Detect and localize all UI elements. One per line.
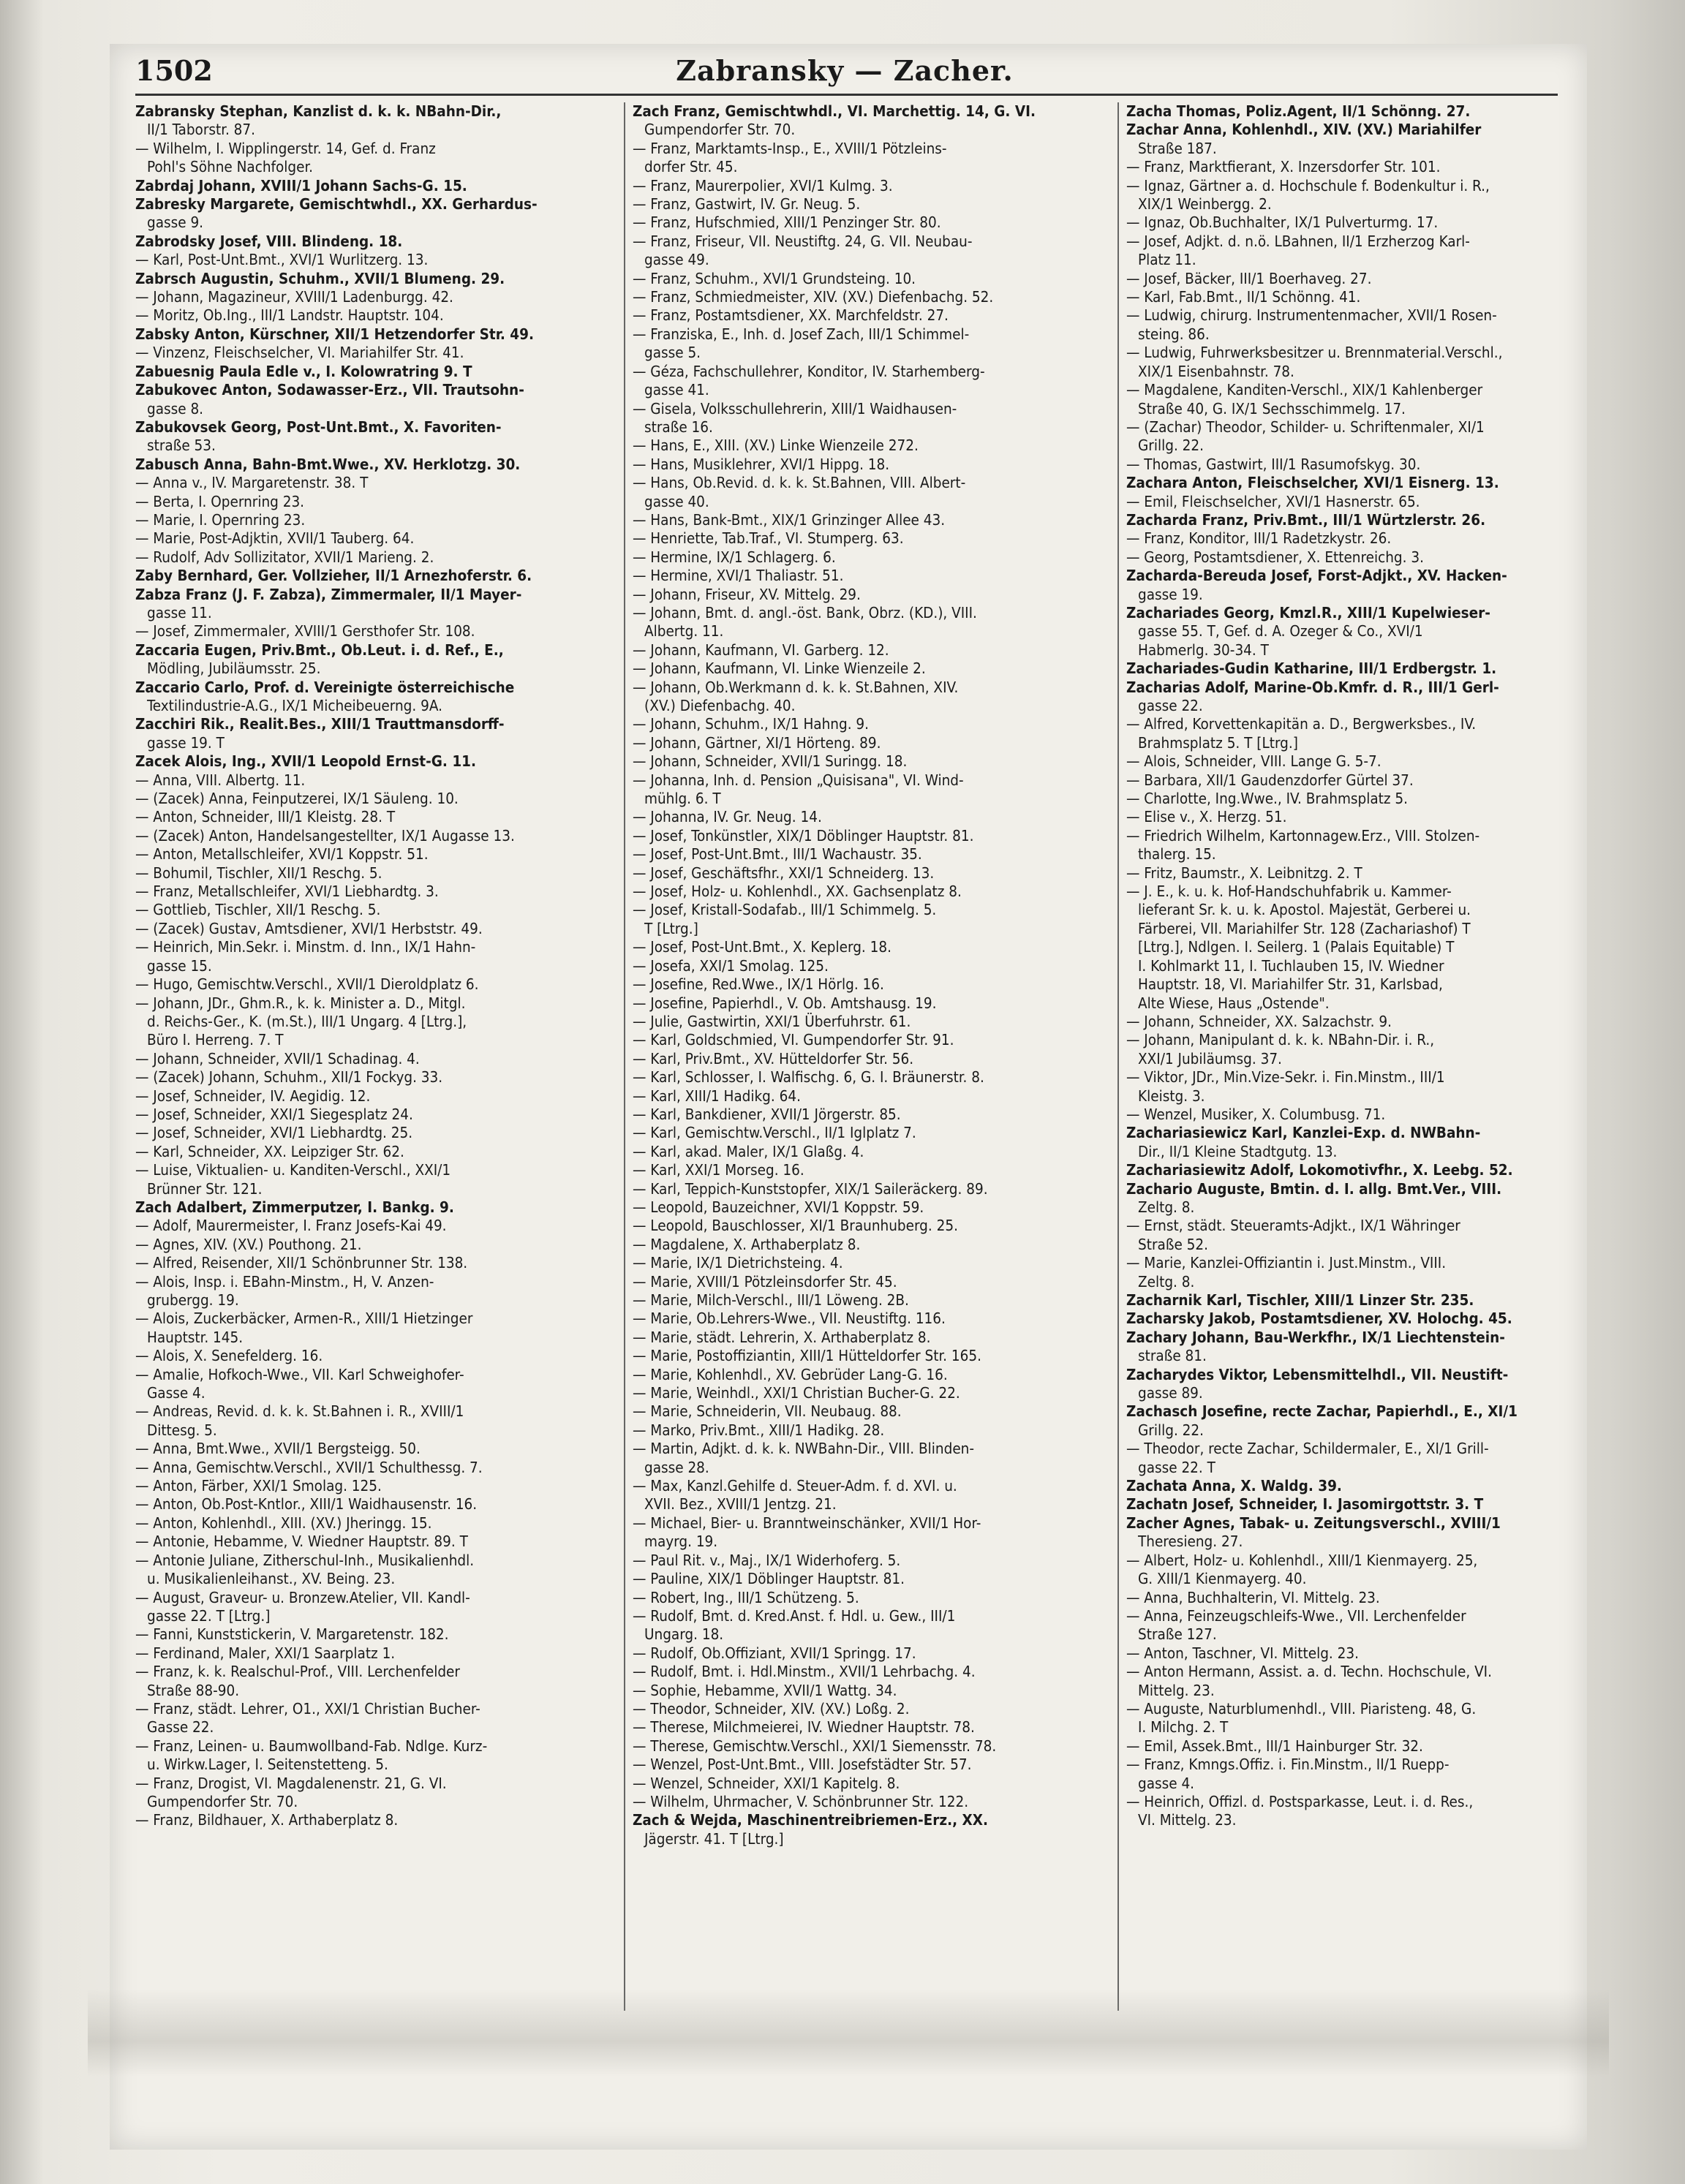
directory-entry-line: gasse 8. <box>147 399 204 417</box>
directory-entry-line: straße 16. <box>644 417 713 436</box>
directory-entry-line: gasse 22. T <box>1138 1458 1215 1476</box>
directory-entry-line: — Magdalene, X. Arthaberplatz 8. <box>633 1235 861 1253</box>
directory-entry-line: — Robert, Ing., III/1 Schützeng. 5. <box>633 1588 859 1606</box>
directory-entry-line: — Franz, Friseur, VII. Neustiftg. 24, G. VII. Neubau- <box>633 232 973 250</box>
directory-entry-line: T [Ltrg.] <box>644 919 698 937</box>
directory-entry-line: — Gottlieb, Tischler, XII/1 Reschg. 5. <box>135 901 381 919</box>
directory-entry-line: Zaccario Carlo, Prof. d. Vereinigte österreichische <box>135 678 515 696</box>
directory-entry-line: gasse 22. T [Ltrg.] <box>147 1606 271 1625</box>
directory-entry-line: Zacharias Adolf, Marine-Ob.Kmfr. d. R., III/1 Gerl- <box>1126 678 1499 696</box>
directory-entry-line: straße 81. <box>1138 1347 1207 1365</box>
directory-entry-line: — Franz, Schmiedmeister, XIV. (XV.) Diefenbachg. 52. <box>633 288 994 306</box>
directory-entry-line: — Theodor, recte Zachar, Schildermaler, E., XI/1 Grill- <box>1126 1440 1489 1458</box>
directory-entry-line: — Marie, I. Opernring 23. <box>135 510 306 529</box>
header-rule <box>135 94 1558 96</box>
directory-entry-line: Zacharda-Bereuda Josef, Forst-Adjkt., XV. Hacken- <box>1126 567 1507 585</box>
directory-entry-line: — Paul Rit. v., Maj., IX/1 Widerhoferg. 5. <box>633 1551 901 1569</box>
page-number: 1502 <box>135 54 213 87</box>
directory-entry-line: — Josefa, XXI/1 Smolag. 125. <box>633 956 829 975</box>
directory-entry-line: Zachario Auguste, Bmtin. d. I. allg. Bmt.Ver., VIII. <box>1126 1179 1502 1198</box>
directory-entry-line: — Johann, Schneider, XVII/1 Suringg. 18. <box>633 752 908 771</box>
directory-entry-line: — Magdalene, Kanditen-Verschl., XIX/1 Kahlenberger <box>1126 381 1483 399</box>
directory-entry-line: — Johann, Schneider, XVII/1 Schadinag. 4. <box>135 1049 420 1068</box>
directory-entry-line: — Adolf, Maurermeister, I. Franz Josefs-Kai 49. <box>135 1217 447 1235</box>
directory-entry-line: — Johann, Schneider, XX. Salzachstr. 9. <box>1126 1012 1392 1030</box>
directory-entry-line: — Johanna, Inh. d. Pension „Quisisana", VI. Wind- <box>633 771 964 789</box>
directory-entry-line: — Vinzenz, Fleischselcher, VI. Mariahilfer Str. 41. <box>135 344 464 362</box>
directory-entry-line: — Marie, Kanzlei-Offiziantin i. Just.Minstm., VIII. <box>1126 1254 1447 1272</box>
directory-entry-line: Zacchiri Rik., Realit.Bes., XIII/1 Trauttmansdorff- <box>135 715 505 733</box>
directory-entry-line: — Rudolf, Bmt. d. Kred.Anst. f. Hdl. u. Gew., III/1 <box>633 1606 956 1625</box>
directory-entry-line: — Franz, Konditor, III/1 Radetzkystr. 26. <box>1126 529 1392 548</box>
directory-entry-line: — Max, Kanzl.Gehilfe d. Steuer-Adm. f. d. XVI. u. <box>633 1477 957 1495</box>
directory-entry-line: Zachary Johann, Bau-Werkfhr., IX/1 Liechtenstein- <box>1126 1328 1505 1346</box>
directory-entry-line: — Franz, k. k. Realschul-Prof., VIII. Lerchenfelder <box>135 1663 460 1681</box>
directory-entry-line: — Josef, Holz- u. Kohlenhdl., XX. Gachsenplatz 8. <box>633 883 962 901</box>
directory-entry-line: — Viktor, JDr., Min.Vize-Sekr. i. Fin.Minstm., III/1 <box>1126 1068 1445 1087</box>
directory-entry-line: — Hans, E., XIII. (XV.) Linke Wienzeile 272. <box>633 437 919 455</box>
directory-entry-line: — Josef, Schneider, XVI/1 Liebhardtg. 25. <box>135 1124 413 1142</box>
directory-entry-line: — Anna, Gemischtw.Verschl., XVII/1 Schulthessg. 7. <box>135 1458 483 1476</box>
directory-entry-line: — Josef, Bäcker, III/1 Boerhaveg. 27. <box>1126 269 1372 287</box>
directory-entry-line: G. XIII/1 Kienmayerg. 40. <box>1138 1570 1307 1588</box>
directory-entry-line: Zach & Wejda, Maschinentreibriemen-Erz., XX. <box>633 1811 988 1829</box>
directory-entry-line: Straße 127. <box>1138 1625 1217 1644</box>
directory-entry-line: — Marie, XVIII/1 Pötzleinsdorfer Str. 45. <box>633 1272 897 1291</box>
directory-entry-line: — Karl, Goldschmied, VI. Gumpendorfer Str. 91. <box>633 1031 954 1049</box>
directory-entry-line: — Michael, Bier- u. Branntweinschänker, XVII/1 Hor- <box>633 1514 981 1532</box>
directory-entry-line: — Johann, Schuhm., IX/1 Hahng. 9. <box>633 715 870 733</box>
directory-entry-line: — Hans, Ob.Revid. d. k. k. St.Bahnen, VIII. Albert- <box>633 474 966 492</box>
directory-entry-line: — Wenzel, Post-Unt.Bmt., VIII. Josefstädter Str. 57. <box>633 1756 972 1774</box>
directory-entry-line: — Andreas, Revid. d. k. k. St.Bahnen i. R., XVIII/1 <box>135 1402 464 1421</box>
directory-entry-line: — Anton Hermann, Assist. a. d. Techn. Hochschule, VI. <box>1126 1663 1492 1681</box>
directory-entry-line: Färberei, VII. Mariahilfer Str. 128 (Zachariashof) T <box>1138 919 1471 937</box>
directory-entry-line: — Josef, Schneider, XXI/1 Siegesplatz 24. <box>135 1105 413 1123</box>
directory-entry-line: mayrg. 19. <box>644 1533 718 1551</box>
directory-entry-line: — Alois, Schneider, VIII. Lange G. 5-7. <box>1126 752 1381 771</box>
directory-entry-line: thalerg. 15. <box>1138 845 1216 864</box>
directory-entry-line: [Ltrg.], Ndlgen. I. Seilerg. 1 (Palais Equitable) T <box>1138 938 1455 956</box>
directory-entry-line: — Karl, Bankdiener, XVII/1 Jörgerstr. 85. <box>633 1105 901 1123</box>
directory-entry-line: — Josef, Post-Unt.Bmt., X. Keplerg. 18. <box>633 938 891 956</box>
directory-entry-line: — August, Graveur- u. Bronzew.Atelier, VII. Kandl- <box>135 1588 470 1606</box>
directory-entry-line: — Johann, Friseur, XV. Mittelg. 29. <box>633 585 861 603</box>
directory-entry-line: — Hugo, Gemischtw.Verschl., XVII/1 Dieroldplatz 6. <box>135 975 479 994</box>
directory-entry-line: dorfer Str. 45. <box>644 158 738 176</box>
directory-entry-line: — Alois, X. Senefelderg. 16. <box>135 1347 323 1365</box>
directory-entry-line: Kleistg. 3. <box>1138 1087 1205 1105</box>
directory-entry-line: — Henriette, Tab.Traf., VI. Stumperg. 63. <box>633 529 904 548</box>
directory-entry-line: Zeltg. 8. <box>1138 1198 1195 1216</box>
directory-entry-line: gasse 9. <box>147 214 204 232</box>
directory-entry-line: — Karl, Gemischtw.Verschl., II/1 Iglplatz 7. <box>633 1124 916 1142</box>
directory-entry-line: — Anna, Feinzeugschleifs-Wwe., VII. Lerchenfelder <box>1126 1606 1466 1625</box>
directory-entry-line: — Wenzel, Musiker, X. Columbusg. 71. <box>1126 1105 1386 1123</box>
directory-entry-line: — Rudolf, Ob.Offiziant, XVII/1 Springg. 17. <box>633 1644 916 1662</box>
directory-entry-line: — Franz, Postamtsdiener, XX. Marchfeldstr. 27. <box>633 306 949 325</box>
directory-entry-line: — Therese, Milchmeierei, IV. Wiedner Hauptstr. 78. <box>633 1718 975 1737</box>
directory-entry-line: gasse 19. <box>1138 585 1203 603</box>
directory-entry-line: — Marie, Kohlenhdl., XV. Gebrüder Lang-G. 16. <box>633 1365 948 1383</box>
column-divider <box>624 102 625 2011</box>
directory-entry-line: — Julie, Gastwirtin, XXI/1 Überfuhrstr. 61. <box>633 1012 911 1030</box>
directory-entry-line: Zach Adalbert, Zimmerputzer, I. Bankg. 9. <box>135 1198 454 1216</box>
directory-column-3 <box>1126 102 1561 2011</box>
directory-entry-line: Platz 11. <box>1138 251 1196 269</box>
directory-entry-line: — Marie, städt. Lehrerin, X. Arthaberplatz 8. <box>633 1328 931 1346</box>
directory-entry-line: Albertg. 11. <box>644 622 724 641</box>
directory-entry-line: — Karl, akad. Maler, IX/1 Glaßg. 4. <box>633 1142 864 1160</box>
directory-entry-line: — Josef, Schneider, IV. Aegidig. 12. <box>135 1087 371 1105</box>
directory-entry-line: Zabransky Stephan, Kanzlist d. k. k. NBahn-Dir., <box>135 102 502 120</box>
directory-entry-line: — Elise v., X. Herzg. 51. <box>1126 808 1287 826</box>
directory-entry-line: — Anna v., IV. Margaretenstr. 38. T <box>135 474 369 492</box>
directory-entry-line: XXI/1 Jubiläumsg. 37. <box>1138 1049 1282 1068</box>
directory-entry-line: Jägerstr. 41. T [Ltrg.] <box>644 1829 784 1848</box>
directory-entry-line: — Wilhelm, I. Wipplingerstr. 14, Gef. d. Franz <box>135 139 436 157</box>
directory-entry-line: — Karl, XXI/1 Morseg. 16. <box>633 1161 804 1179</box>
directory-entry-line: — Rudolf, Adv Sollizitator, XVII/1 Marieng. 2. <box>135 548 434 566</box>
directory-entry-line: — Josef, Post-Unt.Bmt., III/1 Wachaustr. 35. <box>633 845 922 864</box>
directory-entry-line: — Anton, Kohlenhdl., XIII. (XV.) Jheringg. 15. <box>135 1514 432 1532</box>
directory-entry-line: — Anna, Bmt.Wwe., XVII/1 Bergsteigg. 50. <box>135 1440 421 1458</box>
directory-entry-line: — Sophie, Hebamme, XVII/1 Wattg. 34. <box>633 1681 897 1699</box>
directory-entry-line: Hauptstr. 18, VI. Mariahilfer Str. 31, Karlsbad, <box>1138 975 1443 994</box>
directory-entry-line: — Josef, Tonkünstler, XIX/1 Döblinger Hauptstr. 81. <box>633 826 974 844</box>
directory-entry-line: — Barbara, XII/1 Gaudenzdorfer Gürtel 37. <box>1126 771 1414 789</box>
directory-entry-line: Zachariades-Gudin Katharine, III/1 Erdbergstr. 1. <box>1126 660 1497 678</box>
directory-entry-line: — Hermine, XVI/1 Thaliastr. 51. <box>633 567 844 585</box>
directory-entry-line: — Alfred, Reisender, XII/1 Schönbrunner Str. 138. <box>135 1254 468 1272</box>
directory-entry-line: Büro I. Herreng. 7. T <box>147 1031 284 1049</box>
directory-entry-line: gasse 22. <box>1138 697 1203 714</box>
directory-entry-line: Hauptstr. 145. <box>147 1328 244 1346</box>
directory-entry-line: Zacharda Franz, Priv.Bmt., III/1 Würtzlerstr. 26. <box>1126 510 1486 529</box>
directory-entry-line: — Johann, Ob.Werkmann d. k. k. St.Bahnen, XIV. <box>633 678 959 696</box>
directory-entry-line: Zabukovsek Georg, Post-Unt.Bmt., X. Favoriten- <box>135 417 502 436</box>
directory-entry-line: — (Zacek) Anton, Handelsangestellter, IX/1 Augasse 13. <box>135 826 515 844</box>
directory-entry-line: — Alfred, Korvettenkapitän a. D., Bergwerksbes., IV. <box>1126 715 1477 733</box>
directory-entry-line: — Marie, IX/1 Dietrichsteing. 4. <box>633 1254 843 1272</box>
directory-entry-line: d. Reichs-Ger., K. (m.St.), III/1 Ungarg. 4 [Ltrg.], <box>147 1012 467 1030</box>
directory-entry-line: Zachara Anton, Fleischselcher, XVI/1 Eisnerg. 13. <box>1126 474 1499 492</box>
directory-entry-line: — (Zachar) Theodor, Schilder- u. Schriftenmaler, XI/1 <box>1126 417 1485 436</box>
directory-entry-line: Zachariasiewicz Karl, Kanzlei-Exp. d. NWBahn- <box>1126 1124 1481 1142</box>
directory-entry-line: — Johann, Kaufmann, VI. Garberg. 12. <box>633 641 889 659</box>
directory-entry-line: — Johann, Magazineur, XVIII/1 Ladenburgg. 42. <box>135 288 453 306</box>
directory-entry-line: — Alois, Insp. i. EBahn-Minstm., H, V. Anzen- <box>135 1272 434 1291</box>
directory-entry-line: — (Zacek) Anna, Feinputzerei, IX/1 Säuleng. 10. <box>135 790 459 808</box>
directory-entry-line: — Josef, Kristall-Sodafab., III/1 Schimmelg. 5. <box>633 901 937 919</box>
directory-entry-line: Zachar Anna, Kohlenhdl., XIV. (XV.) Mariahilfer <box>1126 121 1482 139</box>
directory-entry-line: gasse 40. <box>644 492 709 510</box>
directory-entry-line: — Marie, Milch-Verschl., III/1 Löweng. 2B. <box>633 1291 909 1309</box>
directory-entry-line: — (Zacek) Johann, Schuhm., XII/1 Fockyg. 33. <box>135 1068 443 1087</box>
directory-entry-line: — Marko, Priv.Bmt., XIII/1 Hadikg. 28. <box>633 1421 885 1439</box>
directory-entry-line: — Josefine, Red.Wwe., IX/1 Hörlg. 16. <box>633 975 884 994</box>
directory-entry-line: Zeltg. 8. <box>1138 1272 1195 1291</box>
directory-entry-line: — Johann, Manipulant d. k. k. NBahn-Dir. i. R., <box>1126 1031 1435 1049</box>
directory-entry-line: — Hermine, IX/1 Schlagerg. 6. <box>633 548 836 566</box>
directory-entry-line: — Anton, Taschner, VI. Mittelg. 23. <box>1126 1644 1359 1662</box>
directory-entry-line: grubergg. 19. <box>147 1291 239 1309</box>
directory-entry-line: straße 53. <box>147 437 216 455</box>
directory-entry-line: XIX/1 Eisenbahnstr. 78. <box>1138 362 1294 380</box>
directory-entry-line: — Johann, Gärtner, XI/1 Hörteng. 89. <box>633 733 881 752</box>
directory-entry-line: — Alois, Zuckerbäcker, Armen-R., XIII/1 Hietzinger <box>135 1310 473 1328</box>
directory-entry-line: Brünner Str. 121. <box>147 1179 263 1198</box>
directory-entry-line: gasse 28. <box>644 1458 709 1476</box>
directory-entry-line: Straße 52. <box>1138 1235 1208 1253</box>
directory-entry-line: — Berta, I. Opernring 23. <box>135 492 305 510</box>
directory-entry-line: II/1 Taborstr. 87. <box>147 121 255 139</box>
directory-entry-line: — Amalie, Hofkoch-Wwe., VII. Karl Schweighofer- <box>135 1365 464 1383</box>
directory-entry-line: — Anton, Ob.Post-Kntlor., XIII/1 Waidhausenstr. 16. <box>135 1495 478 1514</box>
directory-entry-line: — Franz, Schuhm., XVI/1 Grundsteing. 10. <box>633 269 916 287</box>
directory-entry-line: — Albert, Holz- u. Kohlenhdl., XIII/1 Kienmayerg. 25, <box>1126 1551 1478 1569</box>
directory-entry-line: — Karl, Schlosser, I. Walfischg. 6, G. I. Bräunerstr. 8. <box>633 1068 984 1087</box>
directory-entry-line: gasse 5. <box>644 344 701 362</box>
directory-entry-line: XIX/1 Weinbergg. 2. <box>1138 195 1272 214</box>
directory-entry-line: — Gisela, Volksschullehrerin, XIII/1 Waidhausen- <box>633 399 957 417</box>
directory-entry-line: Zabukovec Anton, Sodawasser-Erz., VII. Trautsohn- <box>135 381 524 399</box>
directory-entry-line: Alte Wiese, Haus „Ostende". <box>1138 994 1330 1012</box>
directory-entry-line: — Marie, Weinhdl., XXI/1 Christian Bucher-G. 22. <box>633 1384 960 1402</box>
directory-entry-line: — Franz, Marktfierant, X. Inzersdorfer Str. 101. <box>1126 158 1441 176</box>
directory-entry-line: Dir., II/1 Kleine Stadtgutg. 13. <box>1138 1142 1338 1160</box>
directory-entry-line: — Wenzel, Schneider, XXI/1 Kapitelg. 8. <box>633 1774 900 1792</box>
directory-entry-line: — Hans, Musiklehrer, XVI/1 Hippg. 18. <box>633 455 890 473</box>
directory-entry-line: Zacharnik Karl, Tischler, XIII/1 Linzer Str. 235. <box>1126 1291 1474 1309</box>
directory-entry-line: — Leopold, Bauschlosser, XI/1 Braunhuberg. 25. <box>633 1217 958 1235</box>
directory-entry-line: — Franz, städt. Lehrer, O1., XXI/1 Christian Bucher- <box>135 1699 480 1718</box>
directory-entry-line: XVII. Bez., XVIII/1 Jentzg. 21. <box>644 1495 837 1514</box>
directory-entry-line: Theresieng. 27. <box>1138 1533 1243 1551</box>
directory-entry-line: — Antonie Juliane, Zitherschul-Inh., Musikalienhdl. <box>135 1551 475 1569</box>
directory-entry-line: — Anton, Metallschleifer, XVI/1 Koppstr. 51. <box>135 845 429 864</box>
directory-entry-line: — Bohumil, Tischler, XII/1 Reschg. 5. <box>135 864 382 882</box>
directory-entry-line: Gasse 4. <box>147 1384 206 1402</box>
directory-entry-line: Zacek Alois, Ing., XVII/1 Leopold Ernst-G. 11. <box>135 752 477 771</box>
directory-entry-line: — Ferdinand, Maler, XXI/1 Saarplatz 1. <box>135 1644 396 1662</box>
directory-entry-line: — Franziska, E., Inh. d. Josef Zach, III/1 Schimmel- <box>633 325 970 343</box>
directory-entry-line: — Friedrich Wilhelm, Kartonnagew.Erz., VIII. Stolzen- <box>1126 826 1480 844</box>
directory-entry-line: — Géza, Fachschullehrer, Konditor, IV. Starhemberg- <box>633 362 985 380</box>
directory-entry-line: — Franz, Gastwirt, IV. Gr. Neug. 5. <box>633 195 861 214</box>
directory-entry-line: — Karl, Post-Unt.Bmt., XVI/1 Wurlitzerg. 13. <box>135 251 429 269</box>
directory-entry-line: — Fritz, Baumstr., X. Leibnitzg. 2. T <box>1126 864 1362 882</box>
directory-entry-line: Ungarg. 18. <box>644 1625 724 1644</box>
directory-entry-line: Gumpendorfer Str. 70. <box>147 1792 298 1810</box>
directory-column-1 <box>135 102 618 2011</box>
directory-entry-line: Zabresky Margarete, Gemischtwhdl., XX. Gerhardus- <box>135 195 538 214</box>
directory-entry-line: Pohl's Söhne Nachfolger. <box>147 158 314 176</box>
directory-entry-line: — Charlotte, Ing.Wwe., IV. Brahmsplatz 5. <box>1126 790 1409 808</box>
directory-entry-line: — J. E., k. u. k. Hof-Handschuhfabrik u. Kammer- <box>1126 883 1452 901</box>
page-heading: Zabransky — Zacher. <box>676 54 1014 87</box>
directory-entry-line: — Franz, Drogist, VI. Magdalenenstr. 21, G. VI. <box>135 1774 447 1792</box>
directory-entry-line: — Marie, Schneiderin, VII. Neubaug. 88. <box>633 1402 902 1421</box>
directory-entry-line: — Emil, Assek.Bmt., III/1 Hainburger Str. 32. <box>1126 1737 1423 1755</box>
directory-entry-line: — Johann, Bmt. d. angl.-öst. Bank, Obrz. (KD.), VIII. <box>633 603 977 621</box>
directory-entry-line: Zachariades Georg, Kmzl.R., XIII/1 Kupelwieser- <box>1126 603 1490 621</box>
directory-entry-line: Gumpendorfer Str. 70. <box>644 121 796 139</box>
directory-entry-line: Zabza Franz (J. F. Zabza), Zimmermaler, II/1 Mayer- <box>135 585 522 603</box>
directory-entry-line: — Rudolf, Bmt. i. Hdl.Minstm., XVII/1 Lehrbachg. 4. <box>633 1663 976 1681</box>
directory-entry-line: Straße 187. <box>1138 139 1217 157</box>
directory-entry-line: gasse 19. T <box>147 733 225 752</box>
directory-entry-line: — Auguste, Naturblumenhdl., VIII. Piaristeng. 48, G. <box>1126 1699 1477 1718</box>
directory-entry-line: — Antonie, Hebamme, V. Wiedner Hauptstr. 89. T <box>135 1533 468 1551</box>
directory-entry-line: Gasse 22. <box>147 1718 214 1737</box>
directory-entry-line: I. Milchg. 2. T <box>1138 1718 1229 1737</box>
directory-entry-line: Zabsky Anton, Kürschner, XII/1 Hetzendorfer Str. 49. <box>135 325 534 343</box>
directory-entry-line: Zabrodsky Josef, VIII. Blindeng. 18. <box>135 232 403 250</box>
directory-entry-line: Zachariasiewitz Adolf, Lokomotivfhr., X. Leebg. 52. <box>1126 1161 1513 1179</box>
directory-entry-line: Zacher Agnes, Tabak- u. Zeitungsverschl., XVIII/1 <box>1126 1514 1501 1532</box>
directory-entry-line: gasse 55. T, Gef. d. A. Ozeger & Co., XVI/1 <box>1138 622 1423 641</box>
directory-entry-line: Grillg. 22. <box>1138 1421 1204 1439</box>
directory-entry-line: Zabuesnig Paula Edle v., I. Kolowratring 9. T <box>135 362 472 380</box>
directory-entry-line: Zaby Bernhard, Ger. Vollzieher, II/1 Arnezhoferstr. 6. <box>135 567 532 585</box>
directory-entry-line: Zacharydes Viktor, Lebensmittelhdl., VII. Neustift- <box>1126 1365 1509 1383</box>
directory-entry-line: Zachata Anna, X. Waldg. 39. <box>1126 1477 1342 1495</box>
directory-entry-line: — Franz, Marktamts-Insp., E., XVIII/1 Pötzleins- <box>633 139 947 157</box>
directory-entry-line: gasse 41. <box>644 381 709 399</box>
directory-entry-line: — Josef, Geschäftsfhr., XXI/1 Schneiderg. 13. <box>633 864 935 882</box>
directory-entry-line: — Karl, Schneider, XX. Leipziger Str. 62. <box>135 1142 404 1160</box>
directory-entry-line: Habmerlg. 30-34. T <box>1138 641 1269 659</box>
directory-entry-line: — Josef, Adjkt. d. n.ö. LBahnen, II/1 Erzherzog Karl- <box>1126 232 1470 250</box>
directory-entry-line: — Ignaz, Gärtner a. d. Hochschule f. Bodenkultur i. R., <box>1126 176 1490 194</box>
directory-entry-line: gasse 49. <box>644 251 709 269</box>
directory-entry-line: mühlg. 6. T <box>644 790 721 808</box>
directory-entry-line: Straße 40, G. IX/1 Sechsschimmelg. 17. <box>1138 399 1406 417</box>
directory-entry-line: — Martin, Adjkt. d. k. k. NWBahn-Dir., VIII. Blinden- <box>633 1440 975 1458</box>
directory-entry-line: Zabrsch Augustin, Schuhm., XVII/1 Blumeng. 29. <box>135 269 505 287</box>
directory-entry-line: — (Zacek) Gustav, Amtsdiener, XVI/1 Herbststr. 49. <box>135 919 483 937</box>
directory-entry-line: — Leopold, Bauzeichner, XVI/1 Koppstr. 59. <box>633 1198 924 1216</box>
directory-entry-line: Zaccaria Eugen, Priv.Bmt., Ob.Leut. i. d. Ref., E., <box>135 641 504 659</box>
directory-entry-line: — Franz, Maurerpolier, XVI/1 Kulmg. 3. <box>633 176 893 194</box>
directory-entry-line: Textilindustrie-A.G., IX/1 Micheibeuerng. 9A. <box>147 697 442 714</box>
directory-entry-line: gasse 4. <box>1138 1774 1195 1792</box>
directory-entry-line: Grillg. 22. <box>1138 437 1204 455</box>
directory-entry-line: — Johann, JDr., Ghm.R., k. k. Minister a. D., Mitgl. <box>135 994 466 1012</box>
directory-entry-line: — Ludwig, chirurg. Instrumentenmacher, XVII/1 Rosen- <box>1126 306 1497 325</box>
directory-entry-line: — Georg, Postamtsdiener, X. Ettenreichg. 3. <box>1126 548 1424 566</box>
directory-entry-line: — Anton, Färber, XXI/1 Smolag. 125. <box>135 1477 382 1495</box>
directory-entry-line: — Fanni, Kunststickerin, V. Margaretenstr. 182. <box>135 1625 449 1644</box>
directory-entry-line: — Anton, Schneider, III/1 Kleistg. 28. T <box>135 808 396 826</box>
directory-entry-line: — Franz, Leinen- u. Baumwollband-Fab. Ndlge. Kurz- <box>135 1737 488 1755</box>
directory-entry-line: — Ignaz, Ob.Buchhalter, IX/1 Pulverturmg. 17. <box>1126 214 1439 232</box>
directory-entry-line: — Pauline, XIX/1 Döblinger Hauptstr. 81. <box>633 1570 905 1588</box>
directory-entry-line: Mittelg. 23. <box>1138 1681 1215 1699</box>
directory-entry-line: Zacharsky Jakob, Postamtsdiener, XV. Holochg. 45. <box>1126 1310 1512 1328</box>
directory-entry-line: — Marie, Post-Adjktin, XVII/1 Tauberg. 64. <box>135 529 415 548</box>
directory-entry-line: I. Kohlmarkt 11, I. Tuchlauben 15, IV. Wiedner <box>1138 956 1444 975</box>
directory-entry-line: — Heinrich, Min.Sekr. i. Minstm. d. Inn., IX/1 Hahn- <box>135 938 476 956</box>
directory-entry-line: lieferant Sr. k. u. k. Apostol. Majestät, Gerberei u. <box>1138 901 1471 919</box>
directory-entry-line: — Ludwig, Fuhrwerksbesitzer u. Brennmaterial.Verschl., <box>1126 344 1503 362</box>
directory-entry-line: — Karl, Fab.Bmt., II/1 Schönng. 41. <box>1126 288 1361 306</box>
directory-entry-line: — Karl, XIII/1 Hadikg. 64. <box>633 1087 801 1105</box>
directory-entry-line: gasse 89. <box>1138 1384 1203 1402</box>
directory-entry-line: Zacha Thomas, Poliz.Agent, II/1 Schönng. 27. <box>1126 102 1471 120</box>
directory-entry-line: (XV.) Diefenbachg. 40. <box>644 697 796 714</box>
directory-entry-line: u. Wirkw.Lager, I. Seitenstetteng. 5. <box>147 1756 388 1774</box>
page-header <box>135 54 1554 98</box>
directory-entry-line: — Ernst, städt. Steueramts-Adjkt., IX/1 Währinger <box>1126 1217 1460 1235</box>
directory-entry-line: — Wilhelm, Uhrmacher, V. Schönbrunner Str. 122. <box>633 1792 969 1810</box>
directory-entry-line: Zachatn Josef, Schneider, I. Jasomirgottstr. 3. T <box>1126 1495 1484 1514</box>
directory-entry-line: — Franz, Metallschleifer, XVI/1 Liebhardtg. 3. <box>135 883 439 901</box>
directory-entry-line: — Karl, Teppich-Kunststopfer, XIX/1 Saileräckerg. 89. <box>633 1179 988 1198</box>
directory-entry-line: — Marie, Postoffiziantin, XIII/1 Hütteldorfer Str. 165. <box>633 1347 981 1365</box>
directory-entry-line: — Anna, VIII. Albertg. 11. <box>135 771 306 789</box>
directory-entry-line: Zabusch Anna, Bahn-Bmt.Wwe., XV. Herklotzg. 30. <box>135 455 521 473</box>
directory-entry-line: — Karl, Priv.Bmt., XV. Hütteldorfer Str. 56. <box>633 1049 914 1068</box>
directory-entry-line: steing. 86. <box>1138 325 1210 343</box>
directory-entry-line: — Franz, Hufschmied, XIII/1 Penzinger Str. 80. <box>633 214 941 232</box>
directory-entry-line: VI. Mittelg. 23. <box>1138 1811 1237 1829</box>
directory-entry-line: — Johann, Kaufmann, VI. Linke Wienzeile 2. <box>633 660 926 678</box>
directory-entry-line: gasse 15. <box>147 956 212 975</box>
directory-entry-line: — Agnes, XIV. (XV.) Pouthong. 21. <box>135 1235 362 1253</box>
directory-entry-line: Zabrdaj Johann, XVIII/1 Johann Sachs-G. 15. <box>135 176 467 194</box>
directory-entry-line: Mödling, Jubiläumsstr. 25. <box>147 660 321 678</box>
column-divider <box>1117 102 1119 2011</box>
directory-entry-line: Brahmsplatz 5. T [Ltrg.] <box>1138 733 1298 752</box>
directory-entry-line: — Johanna, IV. Gr. Neug. 14. <box>633 808 822 826</box>
directory-entry-line: — Therese, Gemischtw.Verschl., XXI/1 Siemensstr. 78. <box>633 1737 997 1755</box>
directory-entry-line: Straße 88-90. <box>147 1681 240 1699</box>
directory-column-2 <box>633 102 1112 2011</box>
directory-entry-line: — Moritz, Ob.Ing., III/1 Landstr. Hauptstr. 104. <box>135 306 444 325</box>
directory-entry-line: u. Musikalienleihanst., XV. Being. 23. <box>147 1570 396 1588</box>
directory-entry-line: — Anna, Buchhalterin, VI. Mittelg. 23. <box>1126 1588 1380 1606</box>
directory-entry-line: — Thomas, Gastwirt, III/1 Rasumofskyg. 30. <box>1126 455 1421 473</box>
directory-entry-line: — Theodor, Schneider, XIV. (XV.) Loßg. 2. <box>633 1699 910 1718</box>
directory-entry-line: — Franz, Kmngs.Offiz. i. Fin.Minstm., II/1 Ruepp- <box>1126 1756 1450 1774</box>
directory-entry-line: — Marie, Ob.Lehrers-Wwe., VII. Neustiftg. 116. <box>633 1310 946 1328</box>
directory-entry-line: — Franz, Bildhauer, X. Arthaberplatz 8. <box>135 1811 399 1829</box>
directory-entry-line: — Emil, Fleischselcher, XVI/1 Hasnerstr. 65. <box>1126 492 1420 510</box>
directory-entry-line: Dittesg. 5. <box>147 1421 217 1439</box>
directory-entry-line: — Hans, Bank-Bmt., XIX/1 Grinzinger Allee 43. <box>633 510 946 529</box>
directory-entry-line: Zachasch Josefine, recte Zachar, Papierhdl., E., XI/1 <box>1126 1402 1518 1421</box>
directory-entry-line: — Luise, Viktualien- u. Kanditen-Verschl., XXI/1 <box>135 1161 451 1179</box>
directory-entry-line: — Heinrich, Offizl. d. Postsparkasse, Leut. i. d. Res., <box>1126 1792 1474 1810</box>
directory-entry-line: — Josef, Zimmermaler, XVIII/1 Gersthofer Str. 108. <box>135 622 475 641</box>
directory-entry-line: gasse 11. <box>147 603 212 621</box>
directory-entry-line: Zach Franz, Gemischtwhdl., VI. Marchettig. 14, G. VI. <box>633 102 1036 120</box>
directory-entry-line: — Josefine, Papierhdl., V. Ob. Amtshausg. 19. <box>633 994 937 1012</box>
